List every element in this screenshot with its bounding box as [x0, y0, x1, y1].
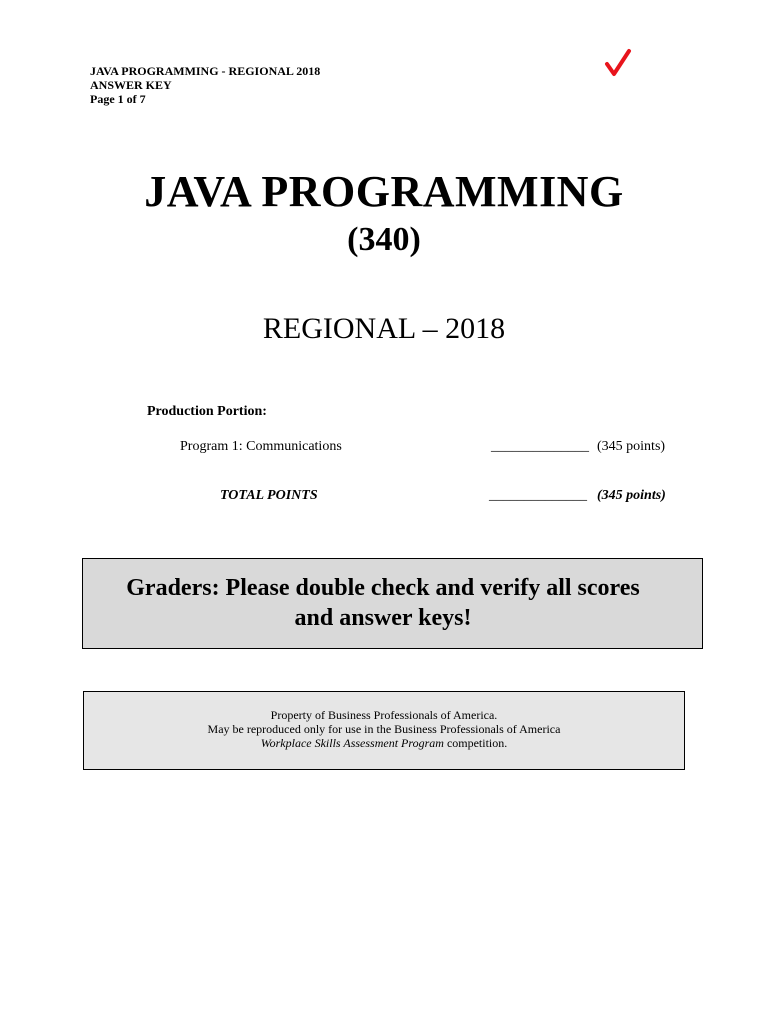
property-notice-box — [83, 691, 685, 770]
header-page-number: Page 1 of 7 — [90, 92, 146, 106]
total-points-score-blank: ______________ — [489, 488, 587, 503]
total-points-value: (345 points) — [597, 488, 666, 503]
graders-notice-line-1: Graders: Please double check and verify all scores — [126, 575, 640, 601]
document-header — [90, 64, 320, 106]
regional-label: REGIONAL – 2018 — [262, 312, 506, 345]
wsap-program-name: Workplace Skills Assessment Program — [260, 736, 444, 750]
property-line-2: May be reproduced only for use in the Business Professionals of America — [207, 722, 561, 736]
program-1-score-blank: ______________ — [491, 439, 589, 454]
program-1-points: (345 points) — [597, 439, 666, 454]
red-checkmark-icon — [604, 48, 632, 78]
program-1-label: Program 1: Communications — [180, 439, 342, 454]
graders-notice-text — [83, 573, 683, 633]
property-notice-text — [84, 708, 684, 750]
header-answer-key: ANSWER KEY — [90, 78, 172, 92]
graders-notice-box — [82, 558, 703, 649]
event-code: (340) — [347, 221, 421, 258]
header-title: JAVA PROGRAMMING - REGIONAL 2018 — [90, 64, 321, 78]
total-points-label: TOTAL POINTS — [220, 488, 318, 503]
property-line-3 — [84, 736, 684, 750]
property-line-3-rest: competition. — [443, 736, 508, 750]
property-line-1: Property of Business Professionals of America. — [270, 708, 498, 722]
document-title: JAVA PROGRAMMING — [144, 167, 624, 216]
production-portion-heading: Production Portion: — [147, 404, 267, 419]
graders-notice-line-2: and answer keys! — [294, 605, 472, 631]
